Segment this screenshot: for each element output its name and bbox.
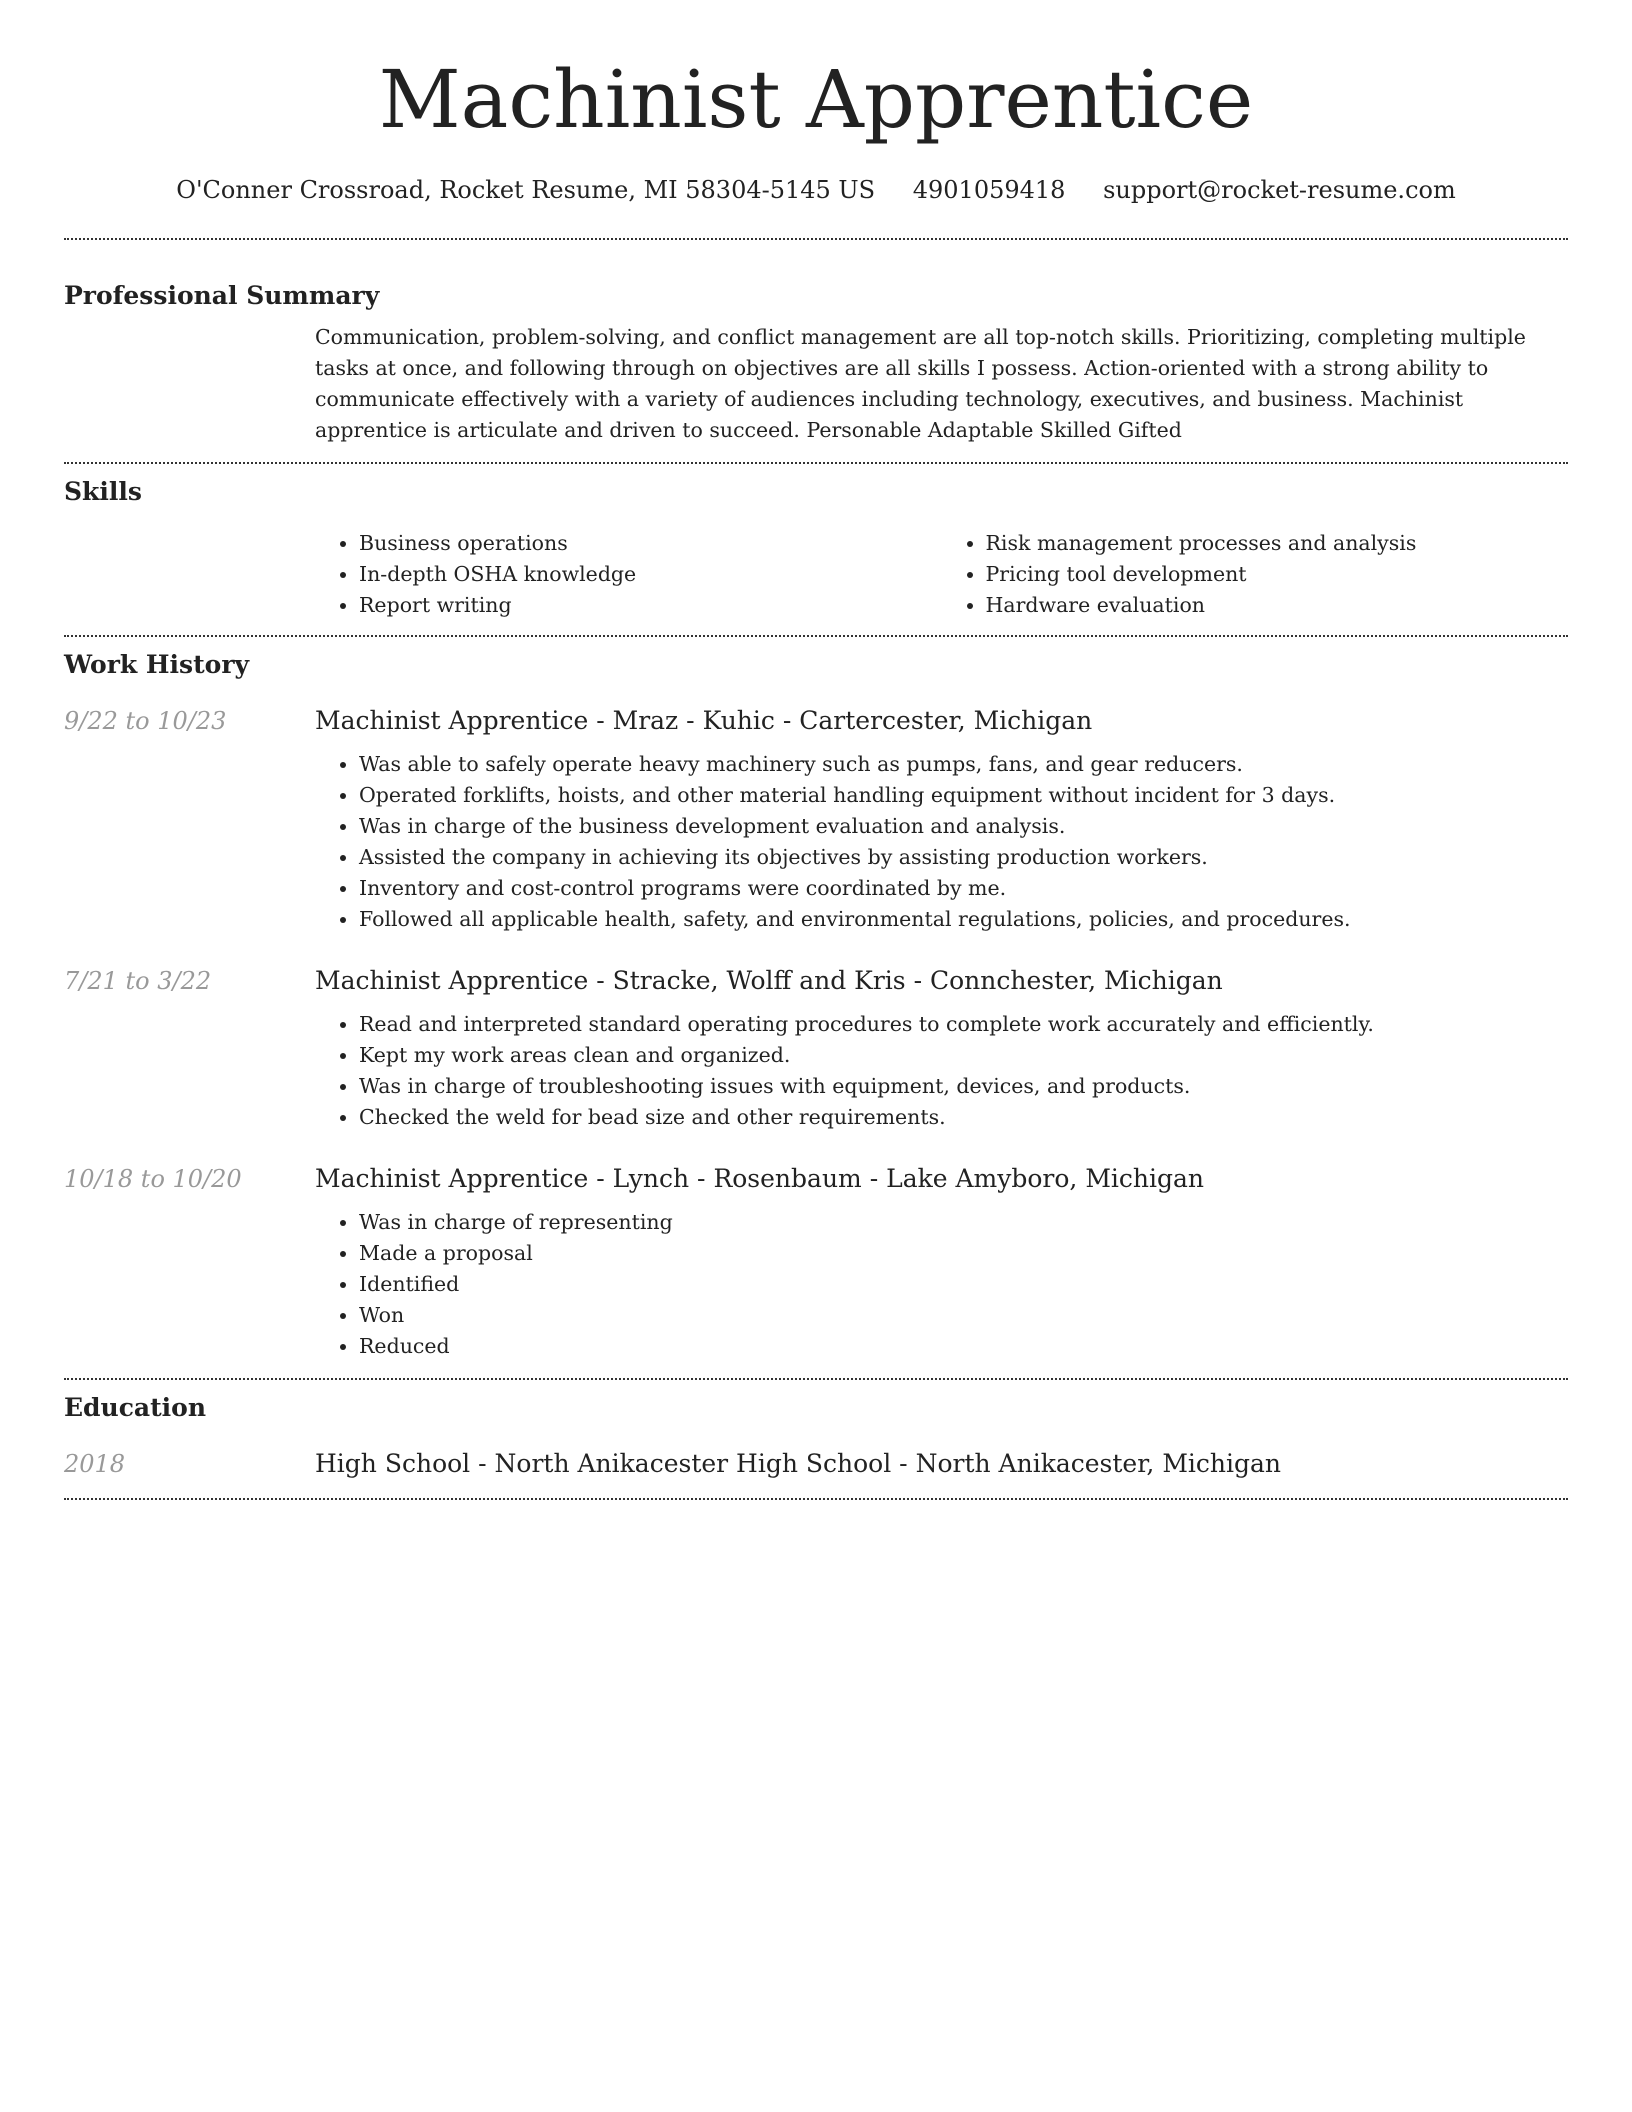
- job-bullet: • Was in charge of the business development evaluation and analysis.: [359, 811, 1568, 842]
- section-title-skills: Skills: [64, 477, 142, 506]
- education-year: 2018: [64, 1450, 126, 1478]
- job-bullet: • Was in charge of representing: [359, 1207, 1568, 1238]
- summary-text: Communication, problem-solving, and conflict management are all top-notch skills. Prioritizing, completing multiple tasks at once, and following through on objectives are all skills I possess. Action-oriented with a strong ability to communicate effectively with a variety of audiences including technology, executives, and business. Machinist apprentice is articulate and driven to succeed. Personable Adaptable Skilled Gifted: [315, 325, 1526, 442]
- job-bullet: • Was able to safely operate heavy machinery such as pumps, fans, and gear reducers.: [359, 749, 1568, 780]
- section-title-summary: Professional Summary: [64, 281, 380, 310]
- job-bullet: • Won: [359, 1300, 1568, 1331]
- resume-name: Machinist Apprentice: [378, 53, 1254, 146]
- skills-list-right: [942, 528, 1569, 621]
- job-bullet: • Assisted the company in achieving its objectives by assisting production workers.: [359, 842, 1568, 873]
- job-bullet: • Checked the weld for bead size and other requirements.: [359, 1102, 1568, 1133]
- job-entry: [64, 965, 1568, 1133]
- job-entry: [64, 1163, 1568, 1362]
- job-bullet: • Followed all applicable health, safety, and environmental regulations, policies, and procedures.: [359, 904, 1568, 935]
- job-dates: 9/22 to 10/23: [64, 707, 227, 735]
- job-bullets: [315, 1009, 1568, 1133]
- job-bullet: • Inventory and cost-control programs were coordinated by me.: [359, 873, 1568, 904]
- contact-line: [64, 174, 1568, 206]
- job-bullets: [315, 749, 1568, 935]
- section-title-work-history: Work History: [64, 650, 250, 679]
- skills-list-left: [315, 528, 942, 621]
- education-entry: [64, 1448, 1568, 1480]
- job-entry: [64, 705, 1568, 935]
- job-bullet: • Was in charge of troubleshooting issues with equipment, devices, and products.: [359, 1071, 1568, 1102]
- job-dates: 7/21 to 3/22: [64, 967, 212, 995]
- skill-item: • Hardware evaluation: [986, 590, 1569, 621]
- job-bullet: • Identified: [359, 1269, 1568, 1300]
- job-heading: Machinist Apprentice - Lynch - Rosenbaum - Lake Amyboro, Michigan: [315, 1164, 1205, 1193]
- skill-item: • Pricing tool development: [986, 559, 1569, 590]
- job-heading: Machinist Apprentice - Stracke, Wolff and Kris - Connchester, Michigan: [315, 966, 1223, 995]
- job-bullet: • Made a proposal: [359, 1238, 1568, 1269]
- skill-item: • Risk management processes and analysis: [986, 528, 1569, 559]
- job-bullets: [315, 1207, 1568, 1362]
- education-section: [64, 1380, 1568, 1480]
- job-bullet: • Read and interpreted standard operating procedures to complete work accurately and efficiently.: [359, 1009, 1568, 1040]
- skill-item: • Business operations: [359, 528, 942, 559]
- job-bullet: • Reduced: [359, 1331, 1568, 1362]
- job-bullet: • Kept my work areas clean and organized.: [359, 1040, 1568, 1071]
- job-dates: 10/18 to 10/20: [64, 1165, 242, 1193]
- contact-email: support@rocket-resume.com: [1103, 176, 1456, 204]
- job-bullet: • Operated forklifts, hoists, and other material handling equipment without incident for 3 days.: [359, 780, 1568, 811]
- skill-item: • In-depth OSHA knowledge: [359, 559, 942, 590]
- contact-phone: 4901059418: [912, 176, 1066, 204]
- contact-address: O'Conner Crossroad, Rocket Resume, MI 58304-5145 US: [176, 176, 876, 204]
- education-heading: High School - North Anikacester High School - North Anikacester, Michigan: [315, 1449, 1282, 1478]
- job-heading: Machinist Apprentice - Mraz - Kuhic - Cartercester, Michigan: [315, 706, 1093, 735]
- skills-section: [64, 464, 1568, 621]
- divider: [64, 1498, 1568, 1500]
- skill-item: • Report writing: [359, 590, 942, 621]
- summary-section: [64, 240, 1568, 446]
- section-title-education: Education: [64, 1393, 207, 1422]
- work-history-section: [64, 637, 1568, 1362]
